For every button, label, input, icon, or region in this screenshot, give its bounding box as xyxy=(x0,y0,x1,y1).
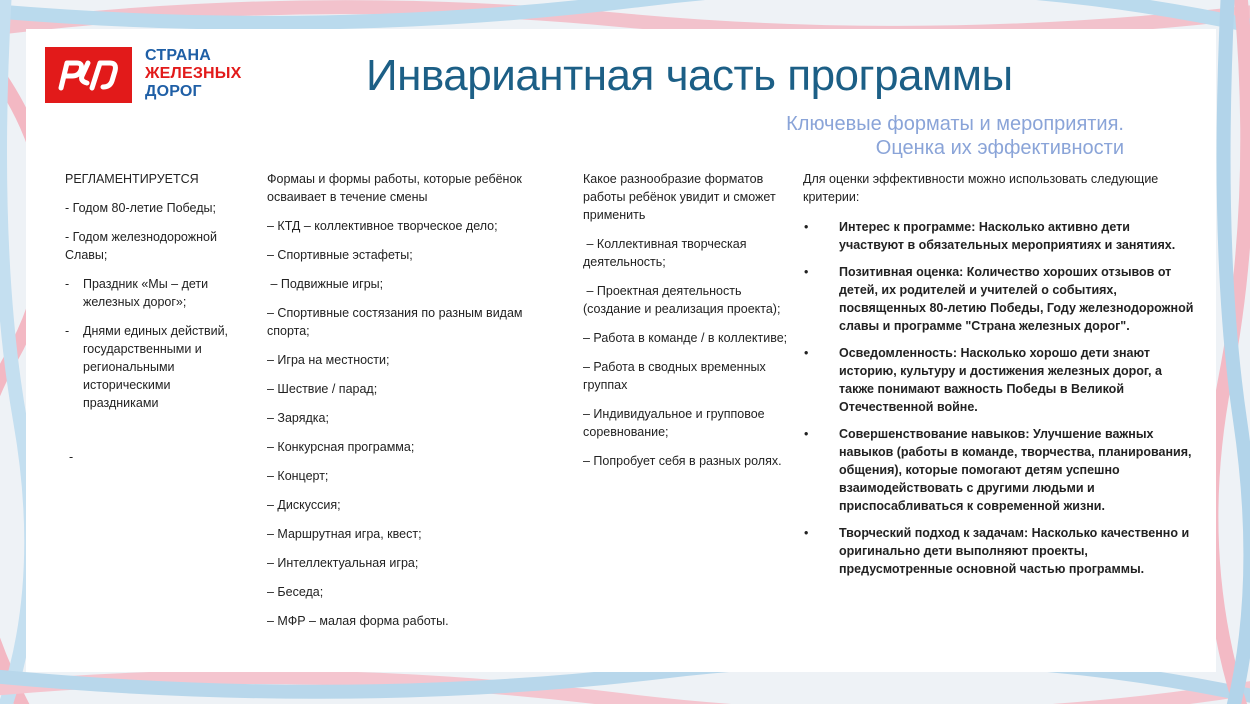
bullet-icon: • xyxy=(804,427,809,441)
list-item: – Зарядка; xyxy=(267,411,329,425)
logo-text xyxy=(145,47,242,101)
list-item: – Концерт; xyxy=(267,469,329,483)
list-item: – Коллективная творческая деятельность; xyxy=(583,237,750,269)
column-criteria xyxy=(803,170,1198,587)
criteria-text: Позитивная оценка: Количество хороших отзывов от детей, их родителей и учителей о событиях, посвященных 80-летию Победы, Году железнодорожной славы и программе "Страна железных дорог". xyxy=(839,265,1194,333)
criteria-item xyxy=(803,344,1198,416)
subtitle-line-2: Оценка их эффективности xyxy=(875,137,1124,159)
list-item: – Попробует себя в разных ролях. xyxy=(583,454,782,468)
list-item: – Подвижные игры; xyxy=(267,277,384,291)
logo-line-3: ДОРОГ xyxy=(145,83,202,100)
list-item: – Работа в команде / в коллективе; xyxy=(583,331,788,345)
list-item: – Конкурсная программа; xyxy=(267,440,415,454)
criteria-item xyxy=(803,263,1198,335)
rzd-logo xyxy=(45,47,255,107)
list-item: – Спортивные состязания по разным видам спорта; xyxy=(267,306,523,338)
list-item: – Маршрутная игра, квест; xyxy=(267,527,422,541)
list-item-text: Днями единых действий, государственными и региональными историческими праздниками xyxy=(83,324,229,410)
list-item: – Работа в сводных временных группах xyxy=(583,360,766,392)
column-heading: Для оценки эффективности можно использовать следующие критерии: xyxy=(803,172,1159,204)
list-item: - Годом железнодорожной Славы; xyxy=(65,230,217,262)
rzd-logo-mark xyxy=(45,47,132,103)
criteria-item xyxy=(803,524,1198,578)
criteria-item xyxy=(803,218,1198,254)
bullet-icon: • xyxy=(804,526,809,540)
logo-line-2: ЖЕЛЕЗНЫХ xyxy=(145,65,242,82)
trailing-dash: - xyxy=(69,450,74,464)
bullet-icon: • xyxy=(804,346,809,360)
criteria-text: Совершенствование навыков: Улучшение важных навыков (работы в команде, творчества, планирования, общения), которые помогают детям успешно взаимодействовать с другими людьми и приспосабливаться к современной жизни. xyxy=(839,427,1192,513)
column-formats xyxy=(267,170,557,641)
list-item: – Интеллектуальная игра; xyxy=(267,556,419,570)
list-item xyxy=(65,322,243,412)
slide xyxy=(26,29,1216,672)
column-heading: Какое разнообразие форматов работы ребёнок увидит и сможет применить xyxy=(583,172,776,222)
list-item: – Дискуссия; xyxy=(267,498,341,512)
list-item: - Годом 80-летие Победы; xyxy=(65,201,216,215)
list-item: – Шествие / парад; xyxy=(267,382,378,396)
list-item: – Игра на местности; xyxy=(267,353,390,367)
list-item xyxy=(65,275,243,311)
list-item: – Индивидуальное и групповое соревнование; xyxy=(583,407,765,439)
list-marker: - xyxy=(65,277,70,291)
list-item: – Проектная деятельность (создание и реализация проекта); xyxy=(583,284,781,316)
column-heading: Формаы и формы работы, которые ребёнок осваивает в течение смены xyxy=(267,172,522,204)
bullet-icon: • xyxy=(804,220,809,234)
page-title: Инвариантная часть программы xyxy=(366,51,1013,100)
criteria-item xyxy=(803,425,1198,515)
rzd-letters-icon xyxy=(55,59,123,91)
list-item-text: Праздник «Мы – дети железных дорог»; xyxy=(83,277,209,309)
criteria-text: Творческий подход к задачам: Насколько качественно и оригинально дети выполняют проекты, предусмотренные основной частью программы. xyxy=(839,526,1190,576)
subtitle-line-1: Ключевые форматы и мероприятия. xyxy=(786,113,1124,135)
list-marker: - xyxy=(65,324,70,338)
bullet-icon: • xyxy=(804,265,809,279)
list-item: – КТД – коллективное творческое дело; xyxy=(267,219,498,233)
page-subtitle xyxy=(786,112,1124,160)
criteria-text: Интерес к программе: Насколько активно дети участвуют в обязательных мероприятиях и занятиях. xyxy=(839,220,1176,252)
list-item: – МФР – малая форма работы. xyxy=(267,614,449,628)
column-regulations xyxy=(65,170,243,466)
list-item: – Беседа; xyxy=(267,585,324,599)
list-item: – Спортивные эстафеты; xyxy=(267,248,413,262)
column-heading: РЕГЛАМЕНТИРУЕТСЯ xyxy=(65,172,199,186)
column-variety xyxy=(583,170,788,481)
criteria-text: Осведомленность: Насколько хорошо дети знают историю, культуру и достижения железных дорог, а также понимают важность Победы в Великой Отечественной войне. xyxy=(839,346,1162,414)
logo-line-1: СТРАНА xyxy=(145,47,212,64)
